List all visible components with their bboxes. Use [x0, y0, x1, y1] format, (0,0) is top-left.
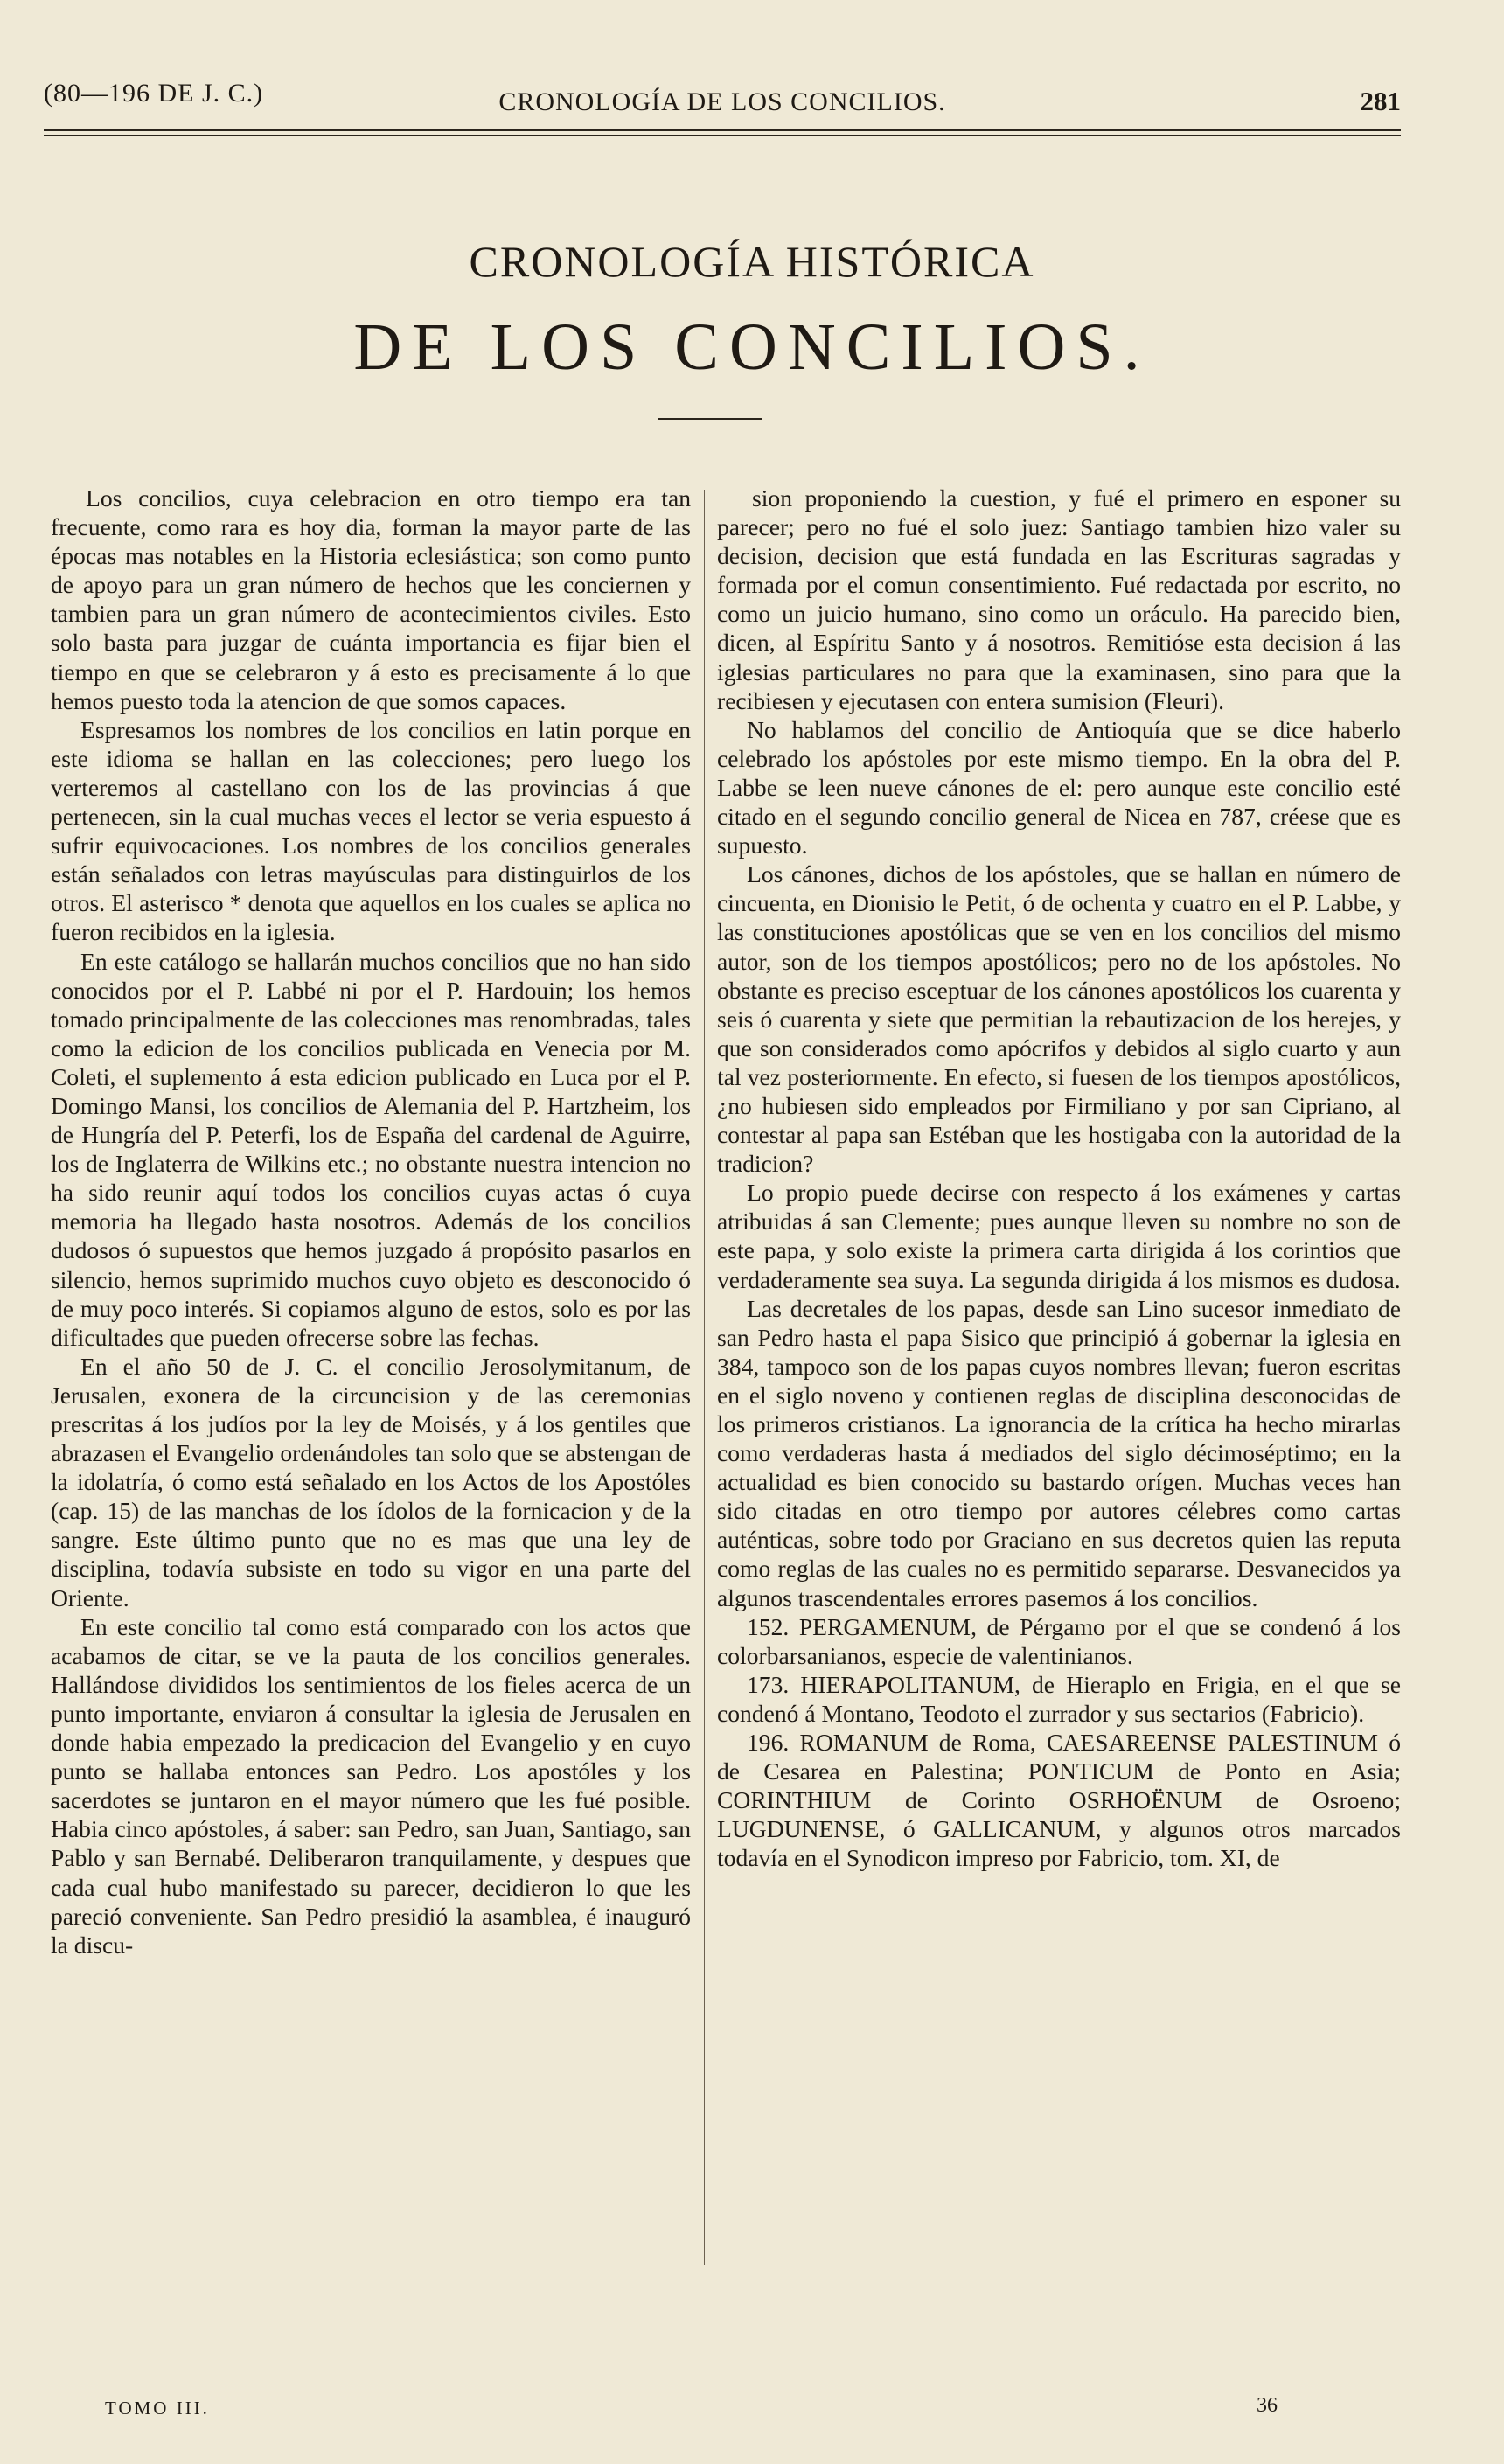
- paragraph: No hablamos del concilio de Antioquía que se dice haberlo celebrado los apóstoles por este mismo tiempo. En la obra del P. Labbe se leen nueve cánones de el: pero aunque este concilio esté citado en el segundo concilio general de Nicea en 787, créese que es supuesto.: [717, 715, 1401, 860]
- column-divider: [704, 490, 705, 2265]
- title-divider: [658, 418, 762, 420]
- chapter-title-line2: DE LOS CONCILIOS.: [353, 310, 1151, 384]
- paragraph: Espresamos los nombres de los concilios en latin porque en este idioma se hallan en las colecciones; pero luego los verteremos al castellano con los de las provincias á que pertenecen, sin la cual muchas veces el lector se veria espuesto á sufrir equivocaciones. Los nombres de los concilios generales están señalados con letras mayúsculas para distinguirlos de los otros. El asterisco * denota que aquellos en los cuales se aplica no fueron recibidos en la iglesia.: [51, 715, 691, 946]
- header-rule-thick: [44, 129, 1401, 131]
- paragraph: En este catálogo se hallarán muchos concilios que no han sido conocidos por el P. Labbé ni por el P. Hardouin; los hemos tomado principalmente de las colecciones mas renombradas, tales como la edicion de los concilios publicada en Venecia por M. Coleti, el suplemento á esta edicion publicado en Luca por el P. Domingo Mansi, los concilios de Alemania del P. Hartzheim, los de Hungría del P. Peterfi, los de España del cardenal de Aguirre, los de Inglaterra de Wilkins etc.; no obstante nuestra intencion no ha sido reunir aquí todos los concilios cuyas actas ó cuya memoria ha llegado hasta nosotros. Además de los concilios dudosos ó supuestos que hemos juzgado á propósito pasarlos en silencio, hemos suprimido muchos cuyo objeto es desconocido ó de muy poco interés. Si copiamos alguno de estos, solo es por las dificultades que pueden ofrecerse sobre las fechas.: [51, 947, 691, 1351]
- left-column: [51, 484, 691, 1959]
- paragraph: Los concilios, cuya celebracion en otro tiempo era tan frecuente, como rara es hoy dia, forman la mayor parte de las épocas mas notables en la Historia eclesiástica; son como punto de apoyo para un gran número de hechos que les conciernen y tambien para un gran número de acontecimientos civiles. Esto solo basta para juzgar de cuánta importancia es fijar bien el tiempo en que se celebraron y á esto es precisamente á lo que hemos puesto toda la atencion de que somos capaces.: [51, 484, 691, 714]
- chapter-title-line1: CRONOLOGÍA HISTÓRICA: [469, 237, 1035, 286]
- page-number: 281: [1360, 86, 1401, 116]
- paragraph: Los cánones, dichos de los apóstoles, que se hallan en número de cincuenta, en Dionisio le Petit, ó de ochenta y cuatro en el P. Labbe, y las constituciones apostólicas que se ven en los concilios del mismo autor, son de los tiempos apostólicos; pero no de los apóstoles. No obstante es preciso esceptuar de los cánones apostólicos los cuarenta y seis ó cuarenta y siete que permitian la rebautizacion de los herejes, y que son considerados como apócrifos y debidos al siglo cuarto y aun tal vez posteriormente. En efecto, si fuesen de los tiempos apostólicos, ¿no hubiesen sido empleados por Firmiliano y por san Cipriano, al contestar al papa san Estéban que les hostigaba con la autoridad de la tradicion?: [717, 860, 1401, 1178]
- volume-signature: TOMO III.: [105, 2398, 210, 2419]
- running-title: CRONOLOGÍA DE LOS CONCILIOS.: [498, 87, 946, 116]
- paragraph: En el año 50 de J. C. el concilio Jerosolymitanum, de Jerusalen, exonera de la circuncision y de las ceremonias prescritas á los judíos por la ley de Moisés, y á los gentiles que abrazasen el Evangelio ordenándoles tan solo que se abstengan de la idolatría, ó como está señalado en los Actos de los Apostóles (cap. 15) de las manchas de los ídolos de la fornicacion y de la sangre. Este último punto que no es mas que una ley de disciplina, todavía subsiste en todo su vigor en una parte del Oriente.: [51, 1352, 691, 1611]
- council-entry: 196. ROMANUM de Roma, CAESAREENSE PALESTINUM ó de Cesarea en Palestina; PONTICUM de Ponto en Asia; CORINTHIUM de Corinto OSRHOËNUM de Osroeno; LUGDUNENSE, ó GALLICANUM, y algunos otros marcados todavía en el Synodicon impreso por Fabricio, tom. XI, de: [717, 1729, 1401, 1872]
- paragraph: Las decretales de los papas, desde san Lino sucesor inmediato de san Pedro hasta el papa Sisico que principió á gobernar la iglesia en 384, tampoco son de los papas cuyos nombres llevan; fueron escritas en el siglo noveno y contienen reglas de disciplina desconocidas de los primeros cristianos. La ignorancia de la crítica ha hecho mirarlas como verdaderas hasta á mediados del siglo décimoséptimo; en la actualidad es bien conocido su bastardo orígen. Muchas veces han sido citadas en otro tiempo por autores célebres como cartas auténticas, sobre todo por Graciano en sus decretos quien las reputa como reglas de las cuales no es permitido separarse. Desvanecidos ya algunos trascendentales errores pasemos á los concilios.: [717, 1294, 1401, 1611]
- header-rule-thin: [44, 135, 1401, 136]
- gathering-number: 36: [1257, 2394, 1278, 2417]
- paragraph: sion proponiendo la cuestion, y fué el primero en esponer su parecer; pero no fué el solo juez: Santiago tambien hizo valer su decision, decision que está fundada en las Escrituras sagradas y formada por el comun consentimiento. Fué redactada por escrito, no como un juicio humano, sino como un oráculo. Ha parecido bien, dicen, al Espíritu Santo y á nosotros. Remitióse esta decision á las iglesias particulares no para que la examinasen, sino para que la recibiesen y ejecutasen con entera sumision (Fleuri).: [717, 484, 1401, 714]
- paragraph: En este concilio tal como está comparado con los actos que acabamos de citar, se ve la pauta de los concilios generales. Hallándose divididos los sentimientos de los fieles acerca de un punto importante, enviaron á consultar la iglesia de Jerusalen en donde habia empezado la predicacion del Evangelio y en cuyo punto se hallaba entonces san Pedro. Los apostóles y los sacerdotes se juntaron en el mayor número que les fué posible. Habia cinco apóstoles, á saber: san Pedro, san Juan, Santiago, san Pablo y san Bernabé. Deliberaron tranquilamente, y despues que cada cual hubo manifestado su parecer, decidieron lo que les pareció conveniente. San Pedro presidió la asamblea, é inauguró la discu-: [51, 1612, 691, 1959]
- paragraph: Lo propio puede decirse con respecto á los exámenes y cartas atribuidas á san Clemente; pues aunque lleven su nombre no son de este papa, y solo existe la primera carta dirigida á los corintios que verdaderamente sea suya. La segunda dirigida á los mismos es dudosa.: [717, 1179, 1401, 1293]
- page-header: [44, 77, 1401, 122]
- council-entry: 152. PERGAMENUM, de Pérgamo por el que se condenó á los colorbarsanianos, especie de valentinianos.: [717, 1612, 1401, 1669]
- council-entry: 173. HIERAPOLITANUM, de Hieraplo en Frigia, en el que se condenó á Montano, Teodoto el zurrador y sus sectarios (Fabricio).: [717, 1670, 1401, 1727]
- header-date-range: (80—196 DE J. C.): [44, 79, 264, 108]
- right-column: [717, 484, 1401, 1873]
